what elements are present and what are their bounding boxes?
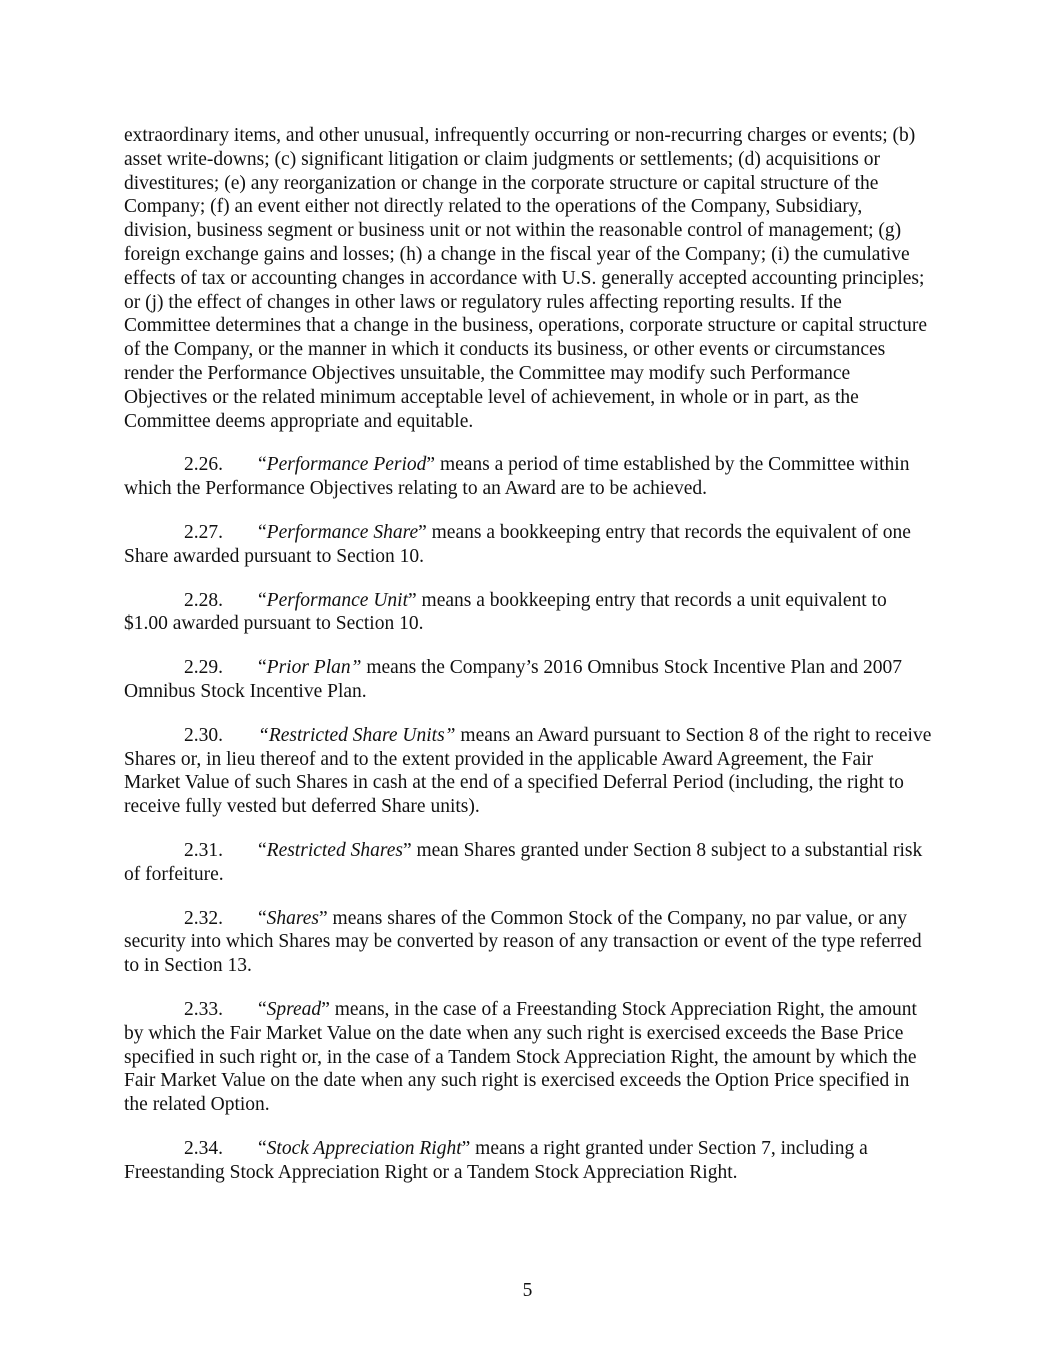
- definition-2-32: 2.32. “Shares” means shares of the Common Stock of the Company, no par value, or any security into which Shares may be converted by reason of any transaction or event of the type referred to in Section 13.: [124, 907, 922, 977]
- defined-term: Performance Share: [266, 521, 419, 543]
- definition-number: 2.34.: [184, 1137, 223, 1159]
- defined-term: Stock Appreciation Right: [266, 1137, 462, 1159]
- document-page: [124, 124, 932, 1204]
- definition-text: means, in the case of a Freestanding Stock Appreciation Right, the amount by which the Fair Market Value on the date when any such right is exercised exceeds the Base Price specified in such right or, in the case of a Tandem Stock Appreciation Right, the amount by which the Fair Market Value on the date when any such right is exercised exceeds the Option Price specified in the related Option.: [124, 998, 917, 1116]
- definition-text: means a period of time established by the Committee within which the Performance Objectives relating to an Award are to be achieved.: [124, 454, 910, 500]
- definition-2-33: 2.33. “Spread” means, in the case of a Freestanding Stock Appreciation Right, the amount by which the Fair Market Value on the date when any such right is exercised exceeds the Base Price specified in such right or, in the case of a Tandem Stock Appreciation Right, the amount by which the Fair Market Value on the date when any such right is exercised exceeds the Option Price specified in the related Option.: [124, 998, 917, 1116]
- definition-number: 2.31.: [184, 839, 223, 861]
- definition-text: means a bookkeeping entry that records a unit equivalent to $1.00 awarded pursuant to Section 10.: [124, 589, 887, 635]
- definition-number: 2.30.: [184, 724, 223, 746]
- definition-text: means an Award pursuant to Section 8 of the right to receive Shares or, in lieu thereof and to the extent provided in the applicable Award Agreement, the Fair Market Value of such Shares in cash at the end of a specified Deferral Period (including, the right to receive fully vested but deferred Share units).: [124, 724, 932, 818]
- definition-text: means shares of the Common Stock of the Company, no par value, or any security into which Shares may be converted by reason of any transaction or event of the type referred to in Section 13.: [124, 907, 922, 977]
- definition-2-28: 2.28. “Performance Unit” means a bookkeeping entry that records a unit equivalent to $1.00 awarded pursuant to Section 10.: [124, 589, 887, 635]
- definition-2-29: 2.29. “Prior Plan” means the Company’s 2016 Omnibus Stock Incentive Plan and 2007 Omnibus Stock Incentive Plan.: [124, 657, 902, 702]
- defined-term: Shares: [266, 907, 320, 929]
- defined-term: Prior Plan”: [266, 657, 362, 679]
- definition-2-31: 2.31. “Restricted Shares” mean Shares granted under Section 8 subject to a substantial risk of forfeiture.: [124, 839, 923, 885]
- definition-number: 2.29.: [184, 657, 223, 679]
- defined-term: “Restricted Share Units”: [258, 724, 456, 746]
- definition-2-30: [124, 724, 932, 819]
- definition-text: mean Shares granted under Section 8 subject to a substantial risk of forfeiture.: [124, 839, 923, 885]
- defined-term: Performance Period: [266, 454, 427, 476]
- definition-number: 2.28.: [184, 589, 223, 611]
- definition-number: 2.32.: [184, 907, 223, 929]
- defined-term: Restricted Shares: [266, 839, 403, 861]
- definition-2-34: 2.34. “Stock Appreciation Right” means a right granted under Section 7, including a Freestanding Stock Appreciation Right or a Tandem Stock Appreciation Right.: [124, 1137, 868, 1183]
- definition-number: 2.26.: [184, 454, 223, 476]
- definition-2-27: 2.27. “Performance Share” means a bookkeeping entry that records the equivalent of one Share awarded pursuant to Section 10.: [124, 521, 911, 567]
- continuation-paragraph: extraordinary items, and other unusual, infrequently occurring or non-recurring charges or events; (b) asset write-downs; (c) significant litigation or claim judgments or settlements; (d) acquisitions or divestitures; (e) any reorganization or change in the corporate structure or capital structure of the Company; (f) an event either not directly related to the operations of the Company, Subsidiary, division, business segment or business unit or not within the reasonable control of management; (g) foreign exchange gains and losses; (h) a change in the fiscal year of the Company; (i) the cumulative effects of tax or accounting changes in accordance with U.S. generally accepted accounting principles; or (j) the effect of changes in other laws or regulatory rules affecting reporting results. If the Committee determines that a change in the business, operations, corporate structure or capital structure of the Company, or the manner in which it conducts its business, or other events or circumstances render the Performance Objectives unsuitable, the Committee may modify such Performance Objectives or the related minimum acceptable level of achievement, in whole or in part, as the Committee deems appropriate and equitable.: [124, 125, 928, 432]
- defined-term: Spread: [266, 998, 322, 1020]
- defined-term: Performance Unit: [266, 589, 409, 611]
- definition-text: means a bookkeeping entry that records the equivalent of one Share awarded pursuant to Section 10.: [124, 521, 911, 567]
- page-number: 5: [522, 1280, 533, 1301]
- definition-2-26: 2.26. “Performance Period” means a period of time established by the Committee within which the Performance Objectives relating to an Award are to be achieved.: [124, 454, 910, 500]
- definition-text: means a right granted under Section 7, including a Freestanding Stock Appreciation Right or a Tandem Stock Appreciation Right.: [124, 1137, 868, 1183]
- definition-text: means the Company’s 2016 Omnibus Stock Incentive Plan and 2007 Omnibus Stock Incentive Plan.: [124, 657, 902, 702]
- definition-number: 2.33.: [184, 998, 223, 1020]
- definition-number: 2.27.: [184, 521, 223, 543]
